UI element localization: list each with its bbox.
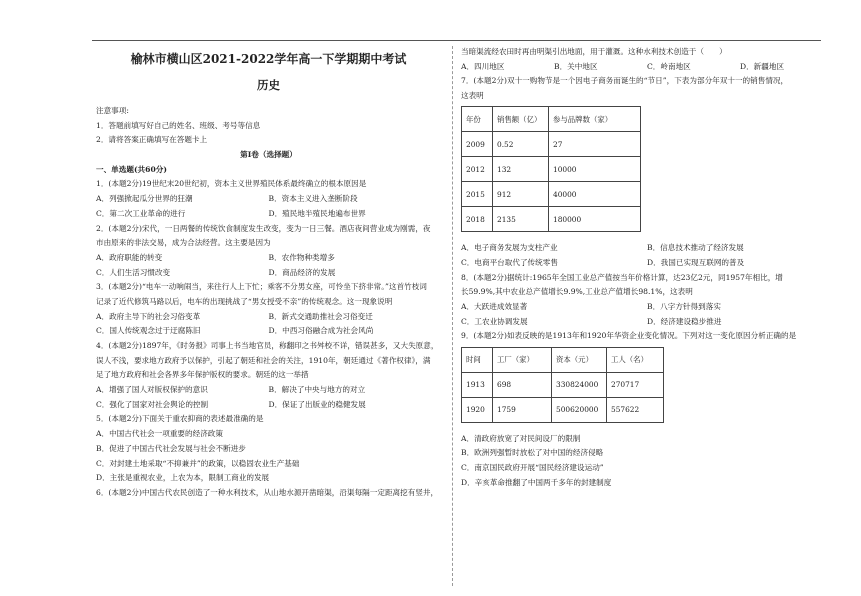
table-header-row	[462, 107, 641, 132]
option[interactable]: C．人们生活习惯改变	[96, 267, 171, 277]
table-row	[462, 207, 641, 232]
note-item: 1．答题前填写好自己的姓名、班级、考号等信息	[96, 120, 261, 130]
table-header: 参与品牌数（家）	[549, 107, 641, 132]
option[interactable]: D．辛亥革命推翻了中国两千多年的封建制度	[461, 477, 612, 487]
option[interactable]: C．强化了国家对社会舆论的控制	[96, 399, 209, 409]
option[interactable]: B．新式交通助推社会习俗变迁	[268, 311, 373, 321]
option[interactable]: B．资本主义进入垄断阶段	[268, 194, 358, 204]
option[interactable]: C．工农业协调发展	[461, 316, 528, 326]
option[interactable]: D．新疆地区	[740, 61, 785, 71]
option[interactable]: D．中西习俗融合成为社会风尚	[268, 326, 374, 336]
option[interactable]: D．我国已实现互联网的普及	[647, 258, 745, 268]
table-cell: 2015	[462, 182, 493, 207]
option[interactable]: D．经济建设稳步推进	[647, 316, 722, 326]
table-row	[462, 132, 641, 157]
question-1: 1．(本题2分)19世纪末20世纪初，资本主义世界殖民体系最终确立的根本原因是	[96, 179, 367, 189]
option[interactable]: A．四川地区	[461, 61, 505, 71]
left-column	[96, 46, 441, 502]
question-8-cont: 长59.9%,其中农业总产值增长9.9%,工业总产值增长98.1%，这表明	[461, 287, 693, 297]
subject-title: 历史	[257, 78, 280, 92]
question-5: 5．(本题2分)下面关于重农抑商的表述最准确的是	[96, 414, 264, 424]
table-header: 工人（名）	[607, 347, 664, 372]
sales-table	[461, 106, 641, 232]
part-title: 第Ⅰ卷（选择题）	[240, 150, 297, 160]
table-cell: 10000	[549, 157, 641, 182]
option[interactable]: C．电商平台取代了传统零售	[461, 258, 558, 268]
option[interactable]: B．解决了中央与地方的对立	[268, 385, 366, 395]
option[interactable]: C．第二次工业革命的进行	[96, 208, 186, 218]
option[interactable]: A．电子商务发展为支柱产业	[461, 243, 558, 253]
question-6-cont: 当暗渠流经农田时再由明渠引出地面，用于灌溉。这种水利技术创造于（ ）	[461, 47, 727, 56]
table-cell: 132	[493, 157, 549, 182]
table-cell: 557622	[607, 397, 664, 422]
table-cell: 912	[493, 182, 549, 207]
option[interactable]: B．欧洲列强暂时放松了对中国的经济侵略	[461, 448, 604, 458]
note-item: 2．请将答案正确填写在答题卡上	[96, 135, 208, 145]
question-3: 3．(本题2分)“电车一动响闹当，来往行人上下忙；乘客不分男女座，可怜坐下挤非常。”这首竹枝词	[96, 282, 427, 292]
option[interactable]: D．商品经济的发展	[268, 267, 336, 277]
option[interactable]: B．促进了中国古代社会发展与社会不断进步	[96, 443, 246, 453]
table-row	[462, 182, 641, 207]
option[interactable]: C．南京国民政府开展“国民经济建设运动”	[461, 463, 604, 473]
table-cell: 500620000	[552, 397, 607, 422]
table-row	[462, 372, 664, 397]
option[interactable]: B．关中地区	[554, 61, 598, 71]
question-4-cont: 误人不浅，要求地方政府予以保护，引起了朝廷和社会的关注，1910年，朝廷通过《著作权律》，满	[96, 355, 431, 365]
question-8: 8．(本题2分)据统计:1965年全国工业总产值按当年价格计算，达23亿2元，同1957年相比，增	[461, 272, 783, 282]
exam-title: 榆林市横山区2021-2022学年高一下学期期中考试	[130, 52, 407, 66]
table-cell: 1913	[462, 372, 493, 397]
option[interactable]: C．对封建土地采取“不抑兼并”的政策，以稳固农业生产基础	[96, 458, 300, 468]
column-divider	[452, 46, 453, 586]
option[interactable]: A．政府职能的转变	[96, 252, 163, 262]
table-header: 工厂（家）	[493, 347, 552, 372]
question-7-cont: 这表明	[461, 91, 484, 101]
option[interactable]: A．政府主导下的社会习俗变革	[96, 311, 201, 321]
question-4: 4．(本题2分)1897年，《时务报》司事上书当地官员，称翻印之书舛校不详，错误甚多，又大失原意，	[96, 341, 439, 350]
option[interactable]: A．增强了国人对版权保护的意识	[96, 385, 208, 395]
enterprise-table	[461, 347, 664, 423]
table-cell: 1920	[462, 397, 493, 422]
table-cell: 0.52	[493, 132, 549, 157]
table-row	[462, 157, 641, 182]
table-header: 时间	[462, 347, 493, 372]
option[interactable]: D．保证了出版业的稳健发展	[268, 399, 366, 409]
option[interactable]: B．八字方针得到落实	[647, 302, 721, 312]
table-cell: 40000	[549, 182, 641, 207]
option[interactable]: A．大跃进成效显著	[461, 302, 528, 312]
table-cell: 2012	[462, 157, 493, 182]
table-header: 年份	[462, 107, 493, 132]
table-cell: 1759	[493, 397, 552, 422]
option[interactable]: D．殖民地半殖民地遍布世界	[268, 208, 366, 218]
option[interactable]: B．信息技术推动了经济发展	[647, 243, 744, 253]
table-cell: 698	[493, 372, 552, 397]
question-2-cont: 市由原来的非法交易，成为合法经营。这主要是因为	[96, 238, 271, 248]
table-row	[462, 397, 664, 422]
question-7: 7．(本题2分)双十一购物节是一个因电子商务而诞生的“节日”，下表为部分年双十一的销售情况，	[461, 76, 789, 86]
option[interactable]: A．列强掀起瓜分世界的狂潮	[96, 194, 193, 204]
question-4-cont: 足了地方政府和社会各界多年保护版权的要求。朝廷的这一举措	[96, 370, 309, 380]
table-header: 资本（元）	[552, 347, 607, 372]
section-title: 一、单选题(共60分)	[96, 164, 167, 174]
right-column	[461, 46, 833, 492]
question-9: 9．(本题2分)如表反映的是1913年和1920年华资企业变化情况。下列对这一变化原因分析正确的是	[461, 331, 797, 341]
option[interactable]: A．清政府放宽了对民间设厂的限制	[461, 433, 581, 443]
table-cell: 2135	[493, 207, 549, 232]
table-cell: 27	[549, 132, 641, 157]
table-header: 销售额（亿）	[493, 107, 549, 132]
table-cell: 270717	[607, 372, 664, 397]
option[interactable]: D．主张是重视农业，上农为本，限制工商业的发展	[96, 473, 270, 483]
question-6: 6．(本题2分)中国古代农民创造了一种水利技术，从山地水源开凿暗渠，沿渠每隔一定距离挖有竖井，	[96, 487, 439, 497]
question-3-cont: 记录了近代修筑马路以后，电车的出现挑战了“男女授受不亲”的传统观念。这一现象说明	[96, 296, 393, 306]
option[interactable]: B．农作物种类增多	[268, 252, 335, 262]
table-header-row	[462, 347, 664, 372]
option[interactable]: A．中国古代社会一项重要的经济政策	[96, 429, 223, 439]
option[interactable]: C．岭南地区	[647, 61, 691, 71]
question-2: 2．(本题2分)宋代，一日两餐的传统饮食制度发生改变，变为一日三餐。酒店夜间营业成为刚需，夜	[96, 223, 431, 233]
option[interactable]: C．国人传统观念过于迂腐陈旧	[96, 326, 201, 336]
notes-heading: 注意事项:	[96, 106, 129, 115]
table-cell: 180000	[549, 207, 641, 232]
table-cell: 2018	[462, 207, 493, 232]
table-cell: 330824000	[552, 372, 607, 397]
table-cell: 2009	[462, 132, 493, 157]
header-rule	[92, 40, 821, 41]
